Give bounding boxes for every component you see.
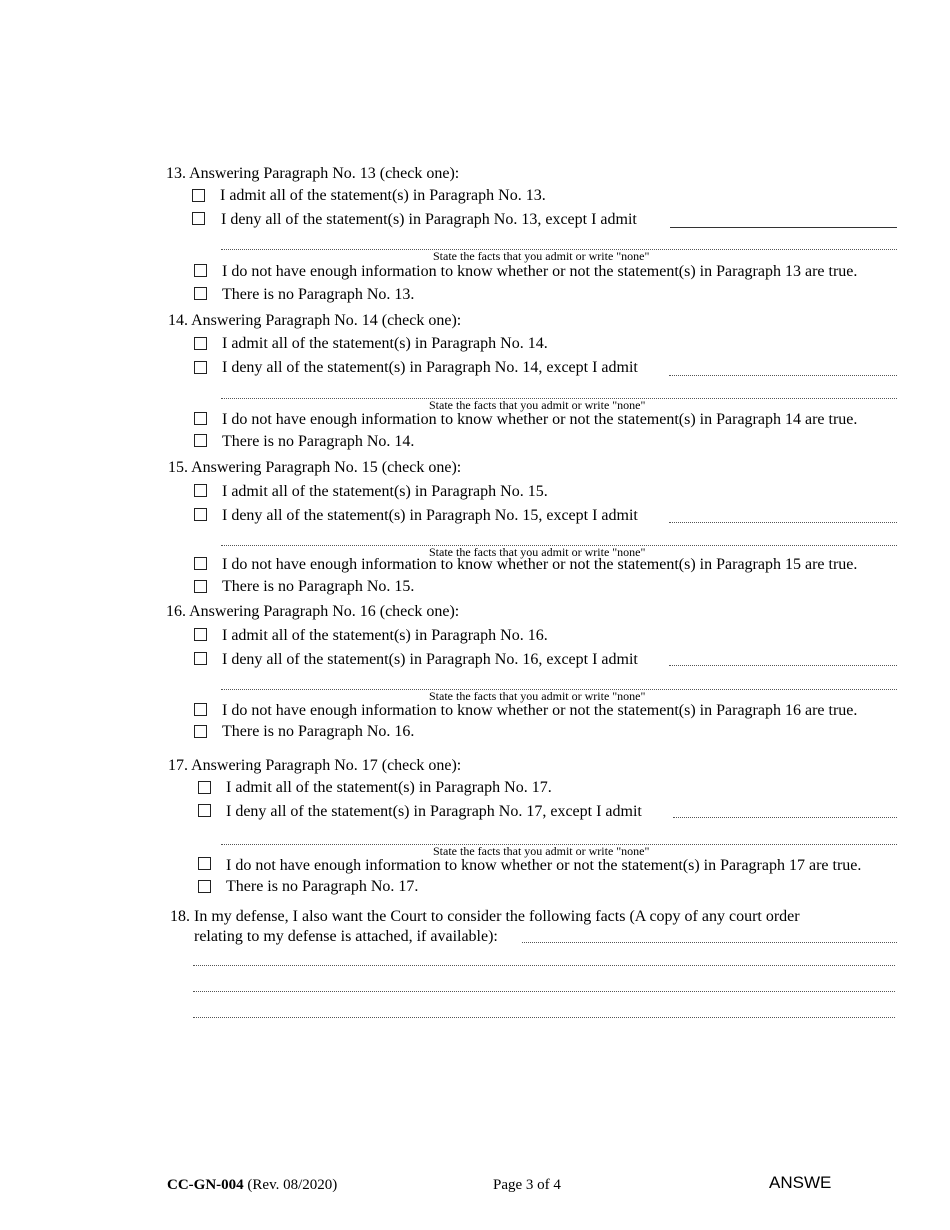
page-number: Page 3 of 4 <box>493 1177 561 1193</box>
checkbox-15-deny[interactable] <box>194 508 207 521</box>
checkbox-16-deny[interactable] <box>194 652 207 665</box>
field-13-admit-line-1[interactable] <box>670 227 897 228</box>
option-15-none-label: There is no Paragraph No. 15. <box>222 578 415 595</box>
option-16-deny-label: I deny all of the statement(s) in Paragraph No. 16, except I admit <box>222 651 638 668</box>
field-18-line-3[interactable] <box>193 991 895 992</box>
option-13-no-info-label: I do not have enough information to know whether or not the statement(s) in Paragraph 13 are true. <box>222 263 858 280</box>
checkbox-14-no-info[interactable] <box>194 412 207 425</box>
option-16-none-label: There is no Paragraph No. 16. <box>222 723 415 740</box>
section-15-heading: 15. Answering Paragraph No. 15 (check one): <box>168 459 462 476</box>
option-17-admit-label: I admit all of the statement(s) in Paragraph No. 17. <box>226 779 552 796</box>
checkbox-14-admit[interactable] <box>194 337 207 350</box>
field-14-admit-line-1[interactable] <box>669 375 897 376</box>
option-17-none-label: There is no Paragraph No. 17. <box>226 878 419 895</box>
option-14-none-label: There is no Paragraph No. 14. <box>222 433 415 450</box>
caption-15: State the facts that you admit or write "none" <box>429 545 646 559</box>
checkbox-13-admit[interactable] <box>192 189 205 202</box>
section-18-number: 18. <box>170 908 190 925</box>
field-18-line-1[interactable] <box>522 942 897 943</box>
caption-13: State the facts that you admit or write "none" <box>433 249 650 263</box>
option-15-admit-label: I admit all of the statement(s) in Paragraph No. 15. <box>222 483 548 500</box>
field-16-admit-line-1[interactable] <box>669 665 897 666</box>
option-13-deny-label: I deny all of the statement(s) in Paragraph No. 13, except I admit <box>221 211 637 228</box>
checkbox-17-deny[interactable] <box>198 804 211 817</box>
checkbox-16-no-info[interactable] <box>194 703 207 716</box>
checkbox-13-none[interactable] <box>194 287 207 300</box>
section-16-heading: 16. Answering Paragraph No. 16 (check one): <box>166 603 460 620</box>
caption-14: State the facts that you admit or write "none" <box>429 398 646 412</box>
checkbox-17-admit[interactable] <box>198 781 211 794</box>
field-17-admit-line-1[interactable] <box>673 817 897 818</box>
checkbox-15-none[interactable] <box>194 580 207 593</box>
field-18-line-4[interactable] <box>193 1017 895 1018</box>
option-17-deny-label: I deny all of the statement(s) in Paragraph No. 17, except I admit <box>226 803 642 820</box>
section-18-text-line-1: In my defense, I also want the Court to consider the following facts (A copy of any court order <box>194 908 800 925</box>
section-14-heading: 14. Answering Paragraph No. 14 (check one): <box>168 312 462 329</box>
checkbox-14-none[interactable] <box>194 434 207 447</box>
caption-17: State the facts that you admit or write "none" <box>433 844 650 858</box>
option-14-deny-label: I deny all of the statement(s) in Paragraph No. 14, except I admit <box>222 359 638 376</box>
checkbox-13-no-info[interactable] <box>194 264 207 277</box>
option-13-none-label: There is no Paragraph No. 13. <box>222 286 415 303</box>
option-13-admit-label: I admit all of the statement(s) in Paragraph No. 13. <box>220 187 546 204</box>
form-title: ANSWE <box>769 1173 832 1192</box>
caption-16: State the facts that you admit or write "none" <box>429 689 646 703</box>
form-revision: (Rev. 08/2020) <box>247 1177 338 1193</box>
checkbox-13-deny[interactable] <box>192 212 205 225</box>
form-code: CC-GN-004 <box>167 1177 244 1193</box>
section-17-heading: 17. Answering Paragraph No. 17 (check one): <box>168 757 462 774</box>
option-14-admit-label: I admit all of the statement(s) in Paragraph No. 14. <box>222 335 548 352</box>
option-15-deny-label: I deny all of the statement(s) in Paragraph No. 15, except I admit <box>222 507 638 524</box>
section-18-text-line-2: relating to my defense is attached, if available): <box>194 928 498 945</box>
field-18-line-2[interactable] <box>193 965 895 966</box>
checkbox-17-none[interactable] <box>198 880 211 893</box>
option-16-admit-label: I admit all of the statement(s) in Paragraph No. 16. <box>222 627 548 644</box>
checkbox-15-admit[interactable] <box>194 484 207 497</box>
section-13-heading: 13. Answering Paragraph No. 13 (check one): <box>166 165 460 182</box>
field-15-admit-line-1[interactable] <box>669 522 897 523</box>
checkbox-16-none[interactable] <box>194 725 207 738</box>
footer-form-id <box>167 1176 337 1194</box>
option-17-no-info-label: I do not have enough information to know whether or not the statement(s) in Paragraph 17 are true. <box>226 857 862 874</box>
option-14-no-info-label: I do not have enough information to know whether or not the statement(s) in Paragraph 14 are true. <box>222 411 858 428</box>
checkbox-16-admit[interactable] <box>194 628 207 641</box>
option-16-no-info-label: I do not have enough information to know whether or not the statement(s) in Paragraph 16 are true. <box>222 702 858 719</box>
option-15-no-info-label: I do not have enough information to know whether or not the statement(s) in Paragraph 15 are true. <box>222 556 858 573</box>
checkbox-15-no-info[interactable] <box>194 557 207 570</box>
checkbox-14-deny[interactable] <box>194 361 207 374</box>
checkbox-17-no-info[interactable] <box>198 857 211 870</box>
